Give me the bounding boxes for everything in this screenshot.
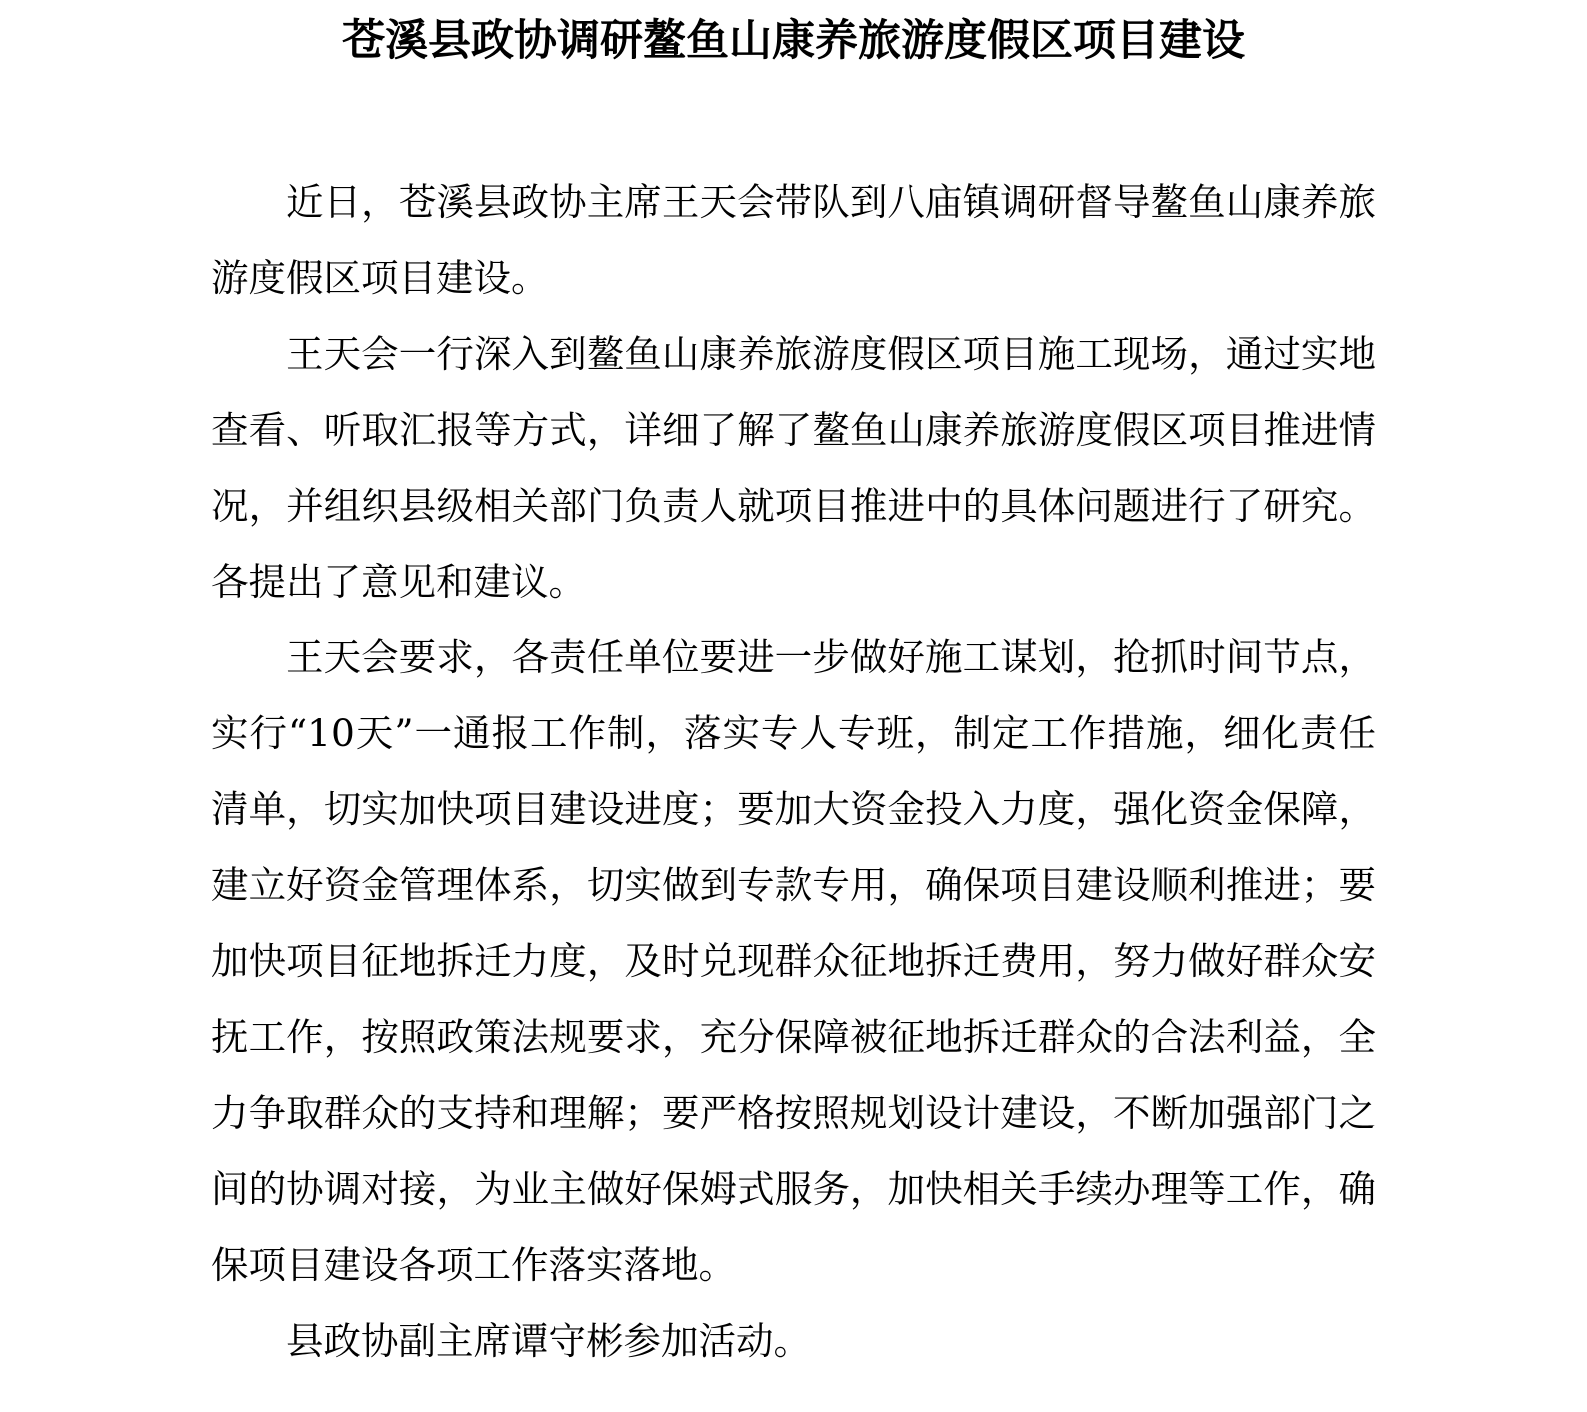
paragraph-intro: 近日，苍溪县政协主席王天会带队到八庙镇调研督导鳌鱼山康养旅游度假区项目建设。 bbox=[211, 180, 1376, 300]
paragraph-site-visit: 王天会一行深入到鳌鱼山康养旅游度假区项目施工现场，通过实地查看、听取汇报等方式，详细了解了鳌鱼山康养旅游度假区项目推进情况，并组织县级相关部门负责人就项目推进中的具体问题进行了研究。各提出了意见和建议。 bbox=[211, 331, 1376, 604]
document-body bbox=[211, 165, 1376, 1380]
paragraph-requirements: 王天会要求，各责任单位要进一步做好施工谋划，抢抓时间节点，实行“10天”一通报工作制，落实专人专班，制定工作措施，细化责任清单，切实加快项目建设进度；要加大资金投入力度，强化资金保障，建立好资金管理体系，切实做到专款专用，确保项目建设顺利推进；要加快项目征地拆迁力度，及时兑现群众征地拆迁费用，努力做好群众安抚工作，按照政策法规要求，充分保障被征地拆迁群众的合法利益，全力争取群众的支持和理解；要严格按照规划设计建设，不断加强部门之间的协调对接，为业主做好保姆式服务，加快相关手续办理等工作，确保项目建设各项工作落实落地。 bbox=[211, 635, 1376, 1287]
paragraph-attendees: 县政协副主席谭守彬参加活动。 bbox=[286, 1318, 811, 1363]
document-title: 苍溪县政协调研鳌鱼山康养旅游度假区项目建设 bbox=[342, 16, 1245, 66]
